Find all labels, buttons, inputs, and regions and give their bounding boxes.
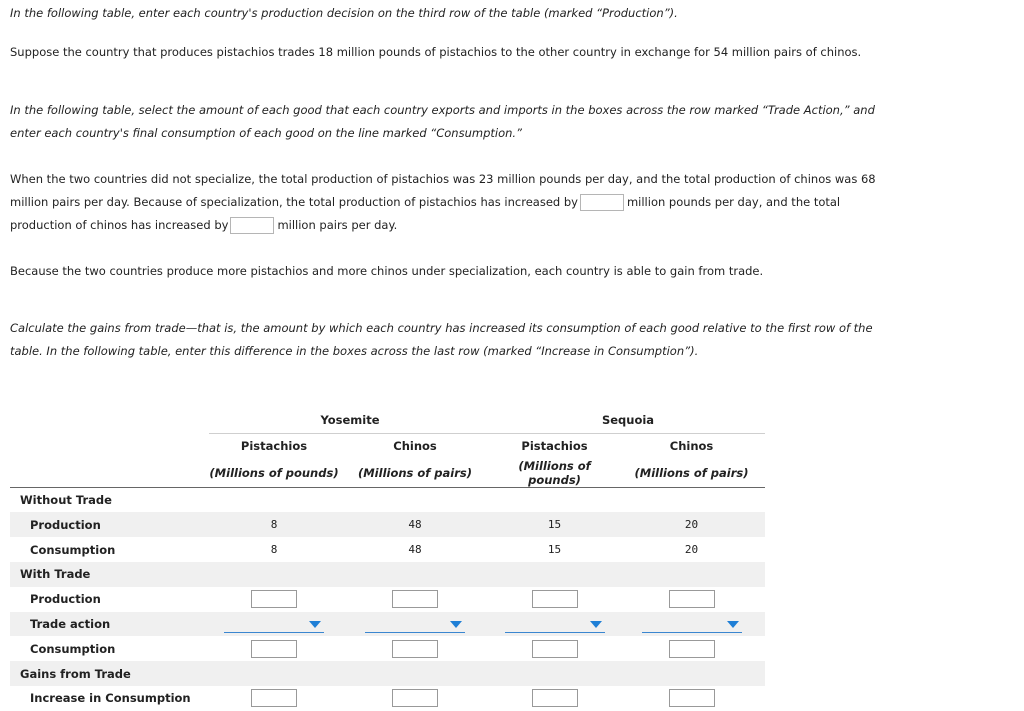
dropdown-arrow-icon [727,621,739,628]
trade-action-dropdown[interactable] [224,615,324,633]
specialization-text-1: When the two countries did not specialize, the total production of pistachios was 23 million pounds per day, and the total production of chinos was 68 million pairs per day. Because of specialization, the total production of pistachios has increased by [10,172,876,209]
unit-sequoia-chinos: (Millions of pairs) [618,459,765,488]
value-cell: 8 [270,543,278,557]
section-gains-from-trade: Gains from Trade [10,661,209,686]
header-yosemite-pistachios: Pistachios [240,439,308,454]
production-input[interactable] [251,590,297,608]
dropdown-arrow-icon [450,621,462,628]
instruction-gains: Calculate the gains from trade—that is, the amount by which each country has increased its consumption of each good relative to the first row of the table. In the following table, enter this difference in the boxes across the last row (marked “Increase in Consumption”). [10,321,873,358]
chinos-increase-input[interactable] [230,217,274,234]
instruction-production-decision: In the following table, enter each country's production decision on the third row of the table (marked “Production”). [10,6,678,20]
increase-input[interactable] [669,689,715,707]
value-cell: 8 [209,512,339,537]
header-yosemite-chinos: Chinos [393,439,437,454]
gain-from-trade-text: Because the two countries produce more pistachios and more chinos under specialization, each country is able to gain from trade. [10,264,764,278]
row-label-production: Production [30,592,101,607]
value-cell: 15 [547,543,562,557]
production-input[interactable] [669,590,715,608]
consumption-input[interactable] [251,640,297,658]
increase-input[interactable] [251,689,297,707]
row-label-production: Production [10,512,209,537]
trade-terms-text: Suppose the country that produces pistachios trades 18 million pounds of pistachios to the other country in exchange for 54 million pairs of chinos. [10,45,862,59]
section-without-trade: Without Trade [20,492,112,507]
row-label-increase-in-consumption: Increase in Consumption [30,691,191,706]
value-cell: 15 [491,512,618,537]
header-sequoia-pistachios: Pistachios [521,439,588,454]
specialization-text-3: million pairs per day. [277,218,398,232]
increase-input[interactable] [392,689,438,707]
dropdown-arrow-icon [590,621,602,628]
header-sequoia-chinos: Chinos [669,439,714,454]
trade-action-dropdown[interactable] [505,615,605,633]
row-label-consumption: Consumption [30,542,116,557]
unit-yosemite-chinos: (Millions of pairs) [339,459,491,488]
value-cell: 20 [618,512,765,537]
specialization-paragraph [10,168,890,237]
increase-input[interactable] [532,689,578,707]
production-input[interactable] [532,590,578,608]
specialization-text-2: million pounds per day, and the total production of chinos has increased by [10,195,841,232]
production-input[interactable] [392,590,438,608]
trade-action-dropdown[interactable] [642,615,742,633]
row-label-trade-action: Trade action [10,612,209,637]
value-cell: 48 [339,512,491,537]
instruction-trade-action: In the following table, select the amount of each good that each country exports and imports in the boxes across the row marked “Trade Action,” and enter each country's final consumption of each good on the line marked “Consumption.” [10,103,875,140]
dropdown-arrow-icon [309,621,321,628]
consumption-input[interactable] [392,640,438,658]
unit-yosemite-pistachios: (Millions of pounds) [209,459,339,488]
consumption-input[interactable] [669,640,715,658]
country-sequoia: Sequoia [491,408,765,433]
section-with-trade: With Trade [10,562,209,587]
consumption-input[interactable] [532,640,578,658]
row-label-consumption: Consumption [30,641,116,656]
trade-action-dropdown[interactable] [365,615,465,633]
gains-from-trade-table [10,408,765,711]
value-cell: 48 [408,543,422,557]
unit-sequoia-pistachios: (Millions of pounds) [491,459,618,488]
country-yosemite: Yosemite [209,408,491,433]
pistachio-increase-input[interactable] [580,194,624,211]
value-cell: 20 [684,543,699,557]
